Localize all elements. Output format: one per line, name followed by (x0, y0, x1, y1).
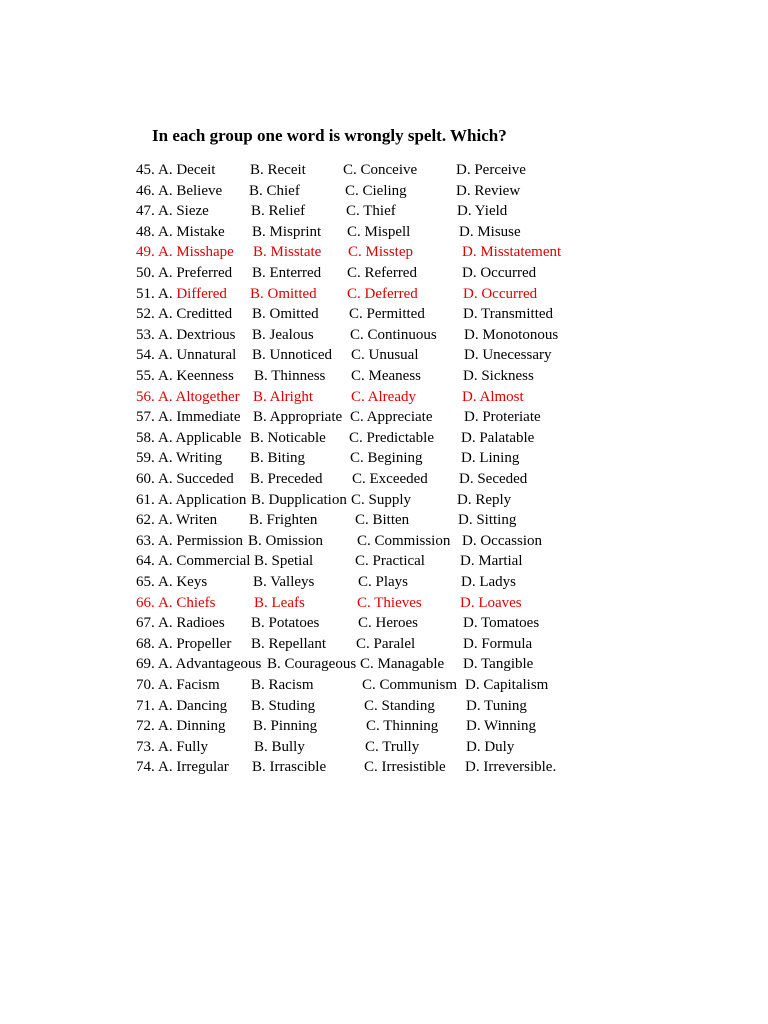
question-item (0, 407, 768, 427)
option-a: A. Permission (158, 532, 244, 549)
option-a: A. Keys (158, 574, 208, 590)
option-a: A. Unnatural (158, 347, 237, 364)
option-c: C. Practical (355, 553, 425, 570)
option-d: D. Winning (466, 718, 536, 735)
option-c: C. Mispell (347, 223, 411, 240)
option-a: A. Commercial (158, 553, 251, 570)
option-c: C. Supply (351, 491, 412, 508)
option-a: A. Sieze (158, 203, 209, 220)
question-number: 51. (136, 285, 155, 302)
question-number: 59. (136, 450, 155, 467)
question-number: 71. (136, 697, 155, 714)
question-number: 48. (136, 223, 155, 240)
question-number: 49. (136, 244, 155, 261)
option-b: B. Bully (254, 738, 305, 755)
option-d: D. Tomatoes (463, 615, 540, 632)
option-b: B. Repellant (251, 635, 326, 652)
question-item (0, 284, 768, 304)
question-item (0, 551, 768, 571)
option-d: D. Sickness (463, 368, 534, 384)
option-d: D. Monotonous (464, 326, 559, 343)
question-number: 46. (136, 182, 155, 199)
option-b: B. Preceded (250, 471, 323, 487)
option-d: D. Occurred (463, 285, 538, 302)
question-number: 45. (136, 162, 155, 178)
option-b: B. Relief (251, 203, 306, 220)
option-b: B. Valleys (253, 574, 315, 590)
option-c: C. Communism (362, 677, 458, 693)
option-d: D. Martial (460, 553, 523, 570)
question-item (0, 304, 768, 324)
option-b: B. Unnoticed (252, 347, 332, 364)
option-c: C. Meaness (351, 368, 421, 384)
option-b: B. Studing (251, 697, 316, 714)
option-d: D. Occassion (462, 532, 542, 549)
option-c: C. Standing (364, 697, 435, 714)
question-number: 67. (136, 615, 155, 632)
option-d: D. Misuse (459, 223, 521, 240)
question-item (0, 593, 768, 613)
option-d: D. Irreversible. (465, 759, 557, 776)
question-number: 66. (136, 594, 155, 611)
option-d: D. Perceive (456, 162, 526, 178)
question-number: 58. (136, 429, 155, 446)
option-a: A. Radioes (158, 615, 225, 632)
question-item (0, 654, 768, 674)
option-a: A. Dextrious (158, 326, 236, 343)
option-b: B. Enterred (252, 265, 322, 281)
question-number: 53. (136, 326, 155, 343)
option-b: B. Alright (253, 388, 314, 405)
question-item (0, 222, 768, 242)
option-b: B. Omission (248, 532, 324, 549)
option-b: B. Omitted (250, 285, 317, 302)
question-item (0, 469, 768, 489)
option-b: B. Dupplication (251, 491, 347, 508)
question-item (0, 613, 768, 633)
option-c: C. Misstep (348, 244, 414, 261)
question-number: 50. (136, 265, 155, 281)
question-item (0, 716, 768, 736)
option-c: C. Plays (358, 574, 409, 590)
question-item (0, 572, 768, 592)
question-item (0, 696, 768, 716)
option-d: D. Sitting (458, 512, 517, 529)
option-d: D. Almost (462, 388, 524, 405)
option-b: B. Misprint (252, 223, 322, 240)
question-number: 57. (136, 409, 155, 426)
question-number: 55. (136, 368, 155, 384)
option-a: A. Dinning (158, 718, 226, 735)
question-item (0, 634, 768, 654)
option-a: A. Fully (158, 738, 209, 755)
option-a: A. Creditted (158, 306, 233, 323)
option-d: D. Transmitted (463, 306, 554, 323)
option-a: A. Keenness (158, 368, 234, 384)
option-d: D. Misstatement (462, 244, 562, 261)
option-d: D. Loaves (460, 594, 522, 611)
question-number: 54. (136, 347, 155, 364)
option-a: A. Mistake (158, 223, 225, 240)
option-b: B. Receit (250, 162, 306, 178)
option-c: C. Cieling (345, 182, 407, 199)
question-number: 56. (136, 388, 155, 405)
option-d: D. Reply (457, 491, 512, 508)
option-d: D. Duly (466, 738, 515, 755)
question-item (0, 345, 768, 365)
option-d: D. Tuning (466, 697, 527, 714)
option-a: A. Differed (158, 285, 227, 302)
option-c: C. Continuous (350, 326, 437, 343)
option-c: C. Irresistible (364, 759, 446, 776)
question-number: 65. (136, 574, 155, 590)
option-d: D. Occurred (462, 265, 537, 281)
question-item (0, 428, 768, 448)
option-b: B. Irrascible (252, 759, 327, 776)
option-c: C. Heroes (358, 615, 418, 632)
option-d: D. Seceded (459, 471, 528, 487)
option-a: A. Believe (158, 182, 223, 199)
option-b: B. Courageous (267, 656, 357, 673)
question-item (0, 531, 768, 551)
option-d: D. Capitalism (465, 677, 549, 693)
question-number: 62. (136, 512, 155, 529)
option-c: C. Unusual (351, 347, 419, 364)
question-item (0, 757, 768, 777)
question-number: 47. (136, 203, 155, 220)
option-c: C. Permitted (349, 306, 425, 323)
option-c: C. Bitten (355, 512, 410, 529)
question-item (0, 160, 768, 180)
option-d: D. Review (456, 182, 521, 199)
question-number: 73. (136, 738, 155, 755)
option-d: D. Proteriate (464, 409, 541, 426)
question-number: 70. (136, 677, 155, 693)
question-number: 69. (136, 656, 155, 673)
option-c: C. Conceive (343, 162, 418, 178)
question-item (0, 510, 768, 530)
option-c: C. Managable (360, 656, 445, 673)
option-a: A. Immediate (158, 409, 241, 426)
question-item (0, 737, 768, 757)
option-c: C. Appreciate (350, 409, 433, 426)
option-b: B. Misstate (253, 244, 322, 261)
question-item (0, 448, 768, 468)
option-c: C. Deferred (347, 285, 418, 302)
option-a: A. Irregular (158, 759, 229, 776)
option-a: A. Succeded (158, 471, 234, 487)
question-number: 74. (136, 759, 155, 776)
option-c: C. Exceeded (352, 471, 428, 487)
option-c: C. Referred (347, 265, 417, 281)
option-a: A. Applicable (158, 429, 242, 446)
option-a: A. Chiefs (158, 594, 216, 611)
option-c: C. Trully (365, 738, 420, 755)
option-a: A. Advantageous (158, 656, 262, 673)
option-c: C. Paralel (356, 635, 416, 652)
option-a: A. Writing (158, 450, 223, 467)
option-d: D. Unecessary (464, 347, 552, 364)
question-number: 72. (136, 718, 155, 735)
option-d: D. Yield (457, 203, 508, 220)
option-a: A. Facism (158, 677, 220, 693)
option-b: B. Potatoes (251, 615, 320, 632)
option-c: C. Thief (346, 203, 396, 220)
option-b: B. Jealous (252, 326, 314, 343)
option-c: C. Thieves (357, 594, 422, 611)
question-item (0, 675, 768, 695)
option-d: D. Lining (461, 450, 520, 467)
option-b: B. Pinning (253, 718, 318, 735)
question-number: 52. (136, 306, 155, 323)
option-a: A. Preferred (158, 265, 233, 281)
option-c: C. Commission (357, 532, 451, 549)
option-b: B. Omitted (252, 306, 319, 323)
option-b: B. Spetial (254, 553, 314, 570)
option-a: A. Propeller (158, 635, 232, 652)
option-a: A. Deceit (158, 162, 216, 178)
option-c: C. Predictable (349, 429, 434, 446)
question-number: 68. (136, 635, 155, 652)
option-a: A. Application (158, 491, 247, 508)
page-heading: In each group one word is wrongly spelt. Which? (152, 126, 507, 145)
option-b: B. Frighten (249, 512, 318, 529)
question-item (0, 201, 768, 221)
option-a: A. Misshape (158, 244, 234, 261)
question-number: 64. (136, 553, 155, 570)
question-item (0, 242, 768, 262)
option-a: A. Dancing (158, 697, 228, 714)
question-item (0, 263, 768, 283)
question-item (0, 181, 768, 201)
option-c: C. Thinning (366, 718, 439, 735)
question-item (0, 490, 768, 510)
option-b: B. Appropriate (253, 409, 343, 426)
option-a: A. Altogether (158, 388, 240, 405)
option-b: B. Chief (249, 182, 300, 199)
question-number: 61. (136, 491, 155, 508)
option-d: D. Ladys (461, 574, 516, 590)
question-item (0, 325, 768, 345)
option-a: A. Writen (158, 512, 218, 529)
option-b: B. Thinness (254, 368, 326, 384)
option-d: D. Palatable (461, 429, 535, 446)
option-b: B. Noticable (250, 429, 326, 446)
option-b: B. Racism (251, 677, 314, 693)
question-item (0, 387, 768, 407)
option-c: C. Begining (350, 450, 423, 467)
option-b: B. Biting (250, 450, 306, 467)
question-number: 63. (136, 532, 155, 549)
question-number: 60. (136, 471, 155, 487)
option-d: D. Formula (463, 635, 533, 652)
option-c: C. Already (351, 388, 416, 405)
option-d: D. Tangible (463, 656, 534, 673)
question-item (0, 366, 768, 386)
option-b: B. Leafs (254, 594, 305, 611)
